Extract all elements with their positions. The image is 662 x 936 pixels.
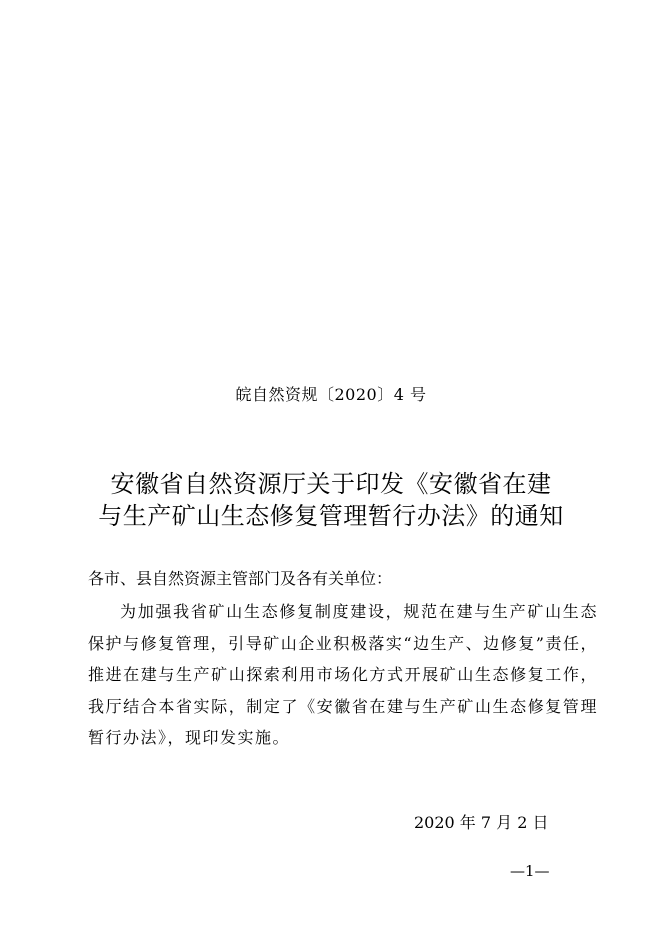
title-line-1: 安徽省自然资源厅关于印发《安徽省在建 [110, 470, 552, 498]
body-paragraph: 为加强我省矿山生态修复制度建设，规范在建与生产矿山生态保护与修复管理，引导矿山企业积极落实“边生产、边修复”责任，推进在建与生产矿山探索利用市场化方式开展矿山生态修复工作，我厅结合本省实际，制定了《安徽省在建与生产矿山生态修复管理暂行办法》，现印发实施。 [88, 602, 598, 747]
document-title [0, 468, 662, 532]
title-line-2: 与生产矿山生态修复管理暂行办法》的通知 [98, 502, 564, 530]
issue-date: 2020 年 7 月 2 日 [414, 813, 549, 832]
addressee: 各市、县自然资源主管部门及各有关单位： [88, 569, 393, 588]
document-number: 皖自然资规〔2020〕4 号 [235, 385, 427, 404]
page-number: —1— [510, 862, 550, 880]
